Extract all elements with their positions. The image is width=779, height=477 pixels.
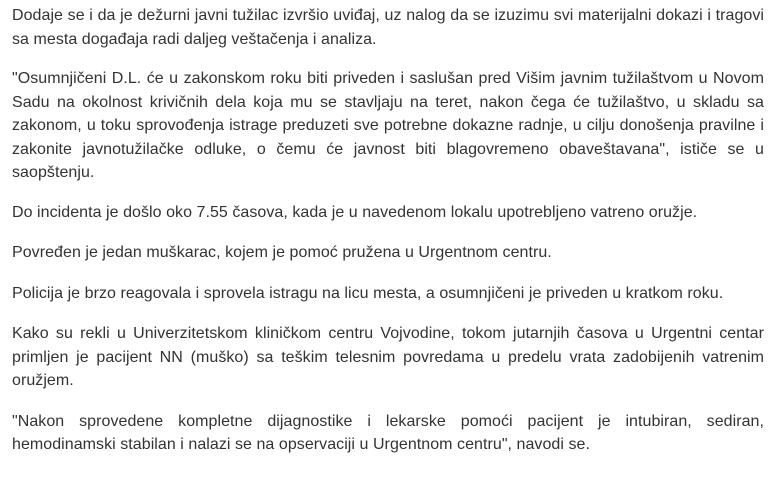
article-body	[12, 4, 764, 474]
paragraph-injured-man: Povređen je jedan muškarac, kojem je pomoć pružena u Urgentnom centru.	[12, 244, 552, 261]
paragraph-evidence-collection: Dodaje se i da je dežurni javni tužilac izvršio uviđaj, uz nalog da se izuzimu svi materijalni dokazi i tragovi sa mesta događaja radi daljeg veštačenja i analiza.	[12, 7, 764, 48]
paragraph-prosecution-quote: "Osumnjičeni D.L. će u zakonskom roku biti priveden i saslušan pred Višim javnim tužilaštvom u Novom Sadu na okolnost krivičnih dela koja mu se stavljaju na teret, nakon čega će tužilaštvo, u skladu sa zakonom, u toku sprovođenja istrage preduzeti sve potrebne dokazne radnje, u cilju donošenja pravilne i zakonite javnotužilačke odluke, o čemu će javnost biti blagovremeno obaveštavana", ističe se u saopštenju.	[12, 70, 764, 181]
paragraph-patient-status-quote: "Nakon sprovedene kompletne dijagnostike i lekarske pomoći pacijent je intubiran, sediran, hemodinamski stabilan i nalazi se na opservaciji u Urgentnom centru", navodi se.	[12, 412, 764, 453]
paragraph-incident-time: Do incidenta je došlo oko 7.55 časova, kada je u navedenom lokalu upotrebljeno vatreno oružje.	[12, 203, 698, 221]
paragraph-clinical-center: Kako su rekli u Univerzitetskom kliničkom centru Vojvodine, tokom jutarnjih časova u Urgentni centar primljen je pacijent NN (muško) sa teškim telesnim povredama u predelu vrata zadobijenih vatrenim oružjem.	[12, 325, 764, 389]
paragraph-police-response: Policija je brzo reagovala i sprovela istragu na licu mesta, a osumnjičeni je priveden u kratkom roku.	[12, 284, 724, 302]
